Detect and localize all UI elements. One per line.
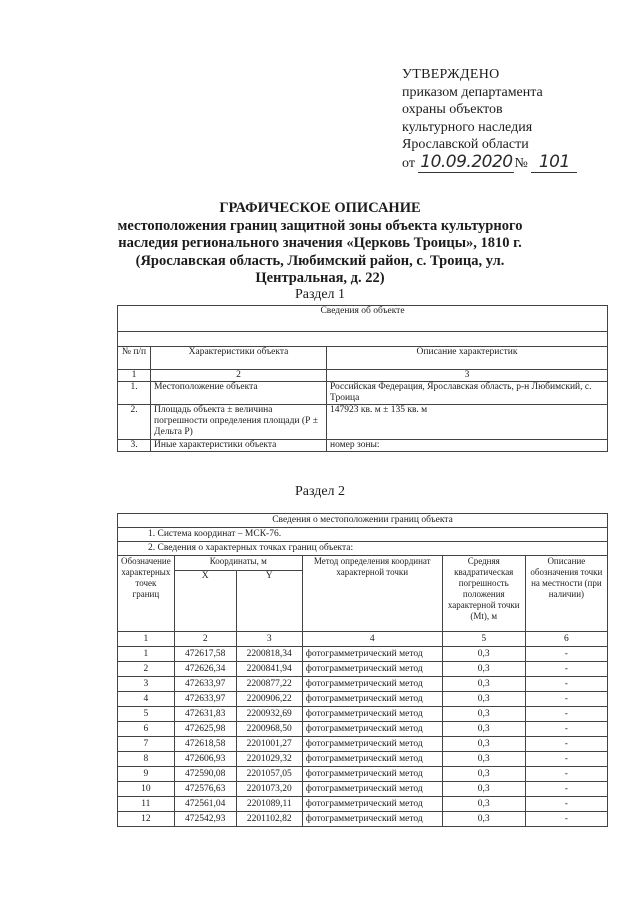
table-title: Сведения об объекте	[118, 306, 608, 332]
table-row: 4 472633,97 2200906,22 фотограмметрический метод 0,3 -	[118, 692, 608, 707]
approval-line: культурного наследия	[402, 119, 533, 135]
index-cell: 1	[118, 632, 175, 647]
approval-date: 10.09.2020	[420, 151, 513, 172]
table-row: 9 472590,08 2201057,05 фотограмметрический метод 0,3 -	[118, 767, 608, 782]
index-cell: 2	[174, 632, 236, 647]
table-row: 6 472625,98 2200968,50 фотограмметрический метод 0,3 -	[118, 722, 608, 737]
table-row: 11 472561,04 2201089,11 фотограмметрический метод 0,3 -	[118, 797, 608, 812]
col-num-header: № п/п	[118, 347, 151, 370]
table-row: 2 472626,34 2200841,94 фотограмметрический метод 0,3 -	[118, 662, 608, 677]
table-row: 2. Площадь объекта ± величина погрешности определения площади (Р ± Дельта Р) 147923 кв. м ± 135 кв. м	[118, 405, 608, 440]
number-sign: №	[514, 155, 528, 171]
table-row: 7 472618,58 2201001,27 фотограмметрический метод 0,3 -	[118, 737, 608, 752]
approval-stamp	[402, 66, 622, 173]
index-cell: 6	[525, 632, 607, 647]
section2-heading: Раздел 2	[294, 484, 346, 499]
description-header: Описание обозначения точки на местности (при наличии)	[525, 556, 607, 632]
index-cell: 1	[118, 370, 151, 382]
index-cell: 4	[302, 632, 442, 647]
table-row: 1 472617,58 2200818,34 фотограмметрический метод 0,3 -	[118, 647, 608, 662]
point-header: Обозначение характерных точек границ	[118, 556, 175, 632]
table-title: Сведения о местоположении границ объекта	[118, 514, 608, 528]
approval-line: Ярославской области	[402, 137, 529, 152]
table-row: 8 472606,93 2201029,32 фотограмметрический метод 0,3 -	[118, 752, 608, 767]
x-header: X	[174, 571, 236, 632]
index-cell: 3	[236, 632, 302, 647]
title-heading: ГРАФИЧЕСКОЕ ОПИСАНИЕ	[219, 200, 421, 216]
coords-header: Координаты, м	[174, 556, 302, 571]
table-row: 1. Местоположение объекта Российская Федерация, Ярославская область, р-н Любимский, с. Троица	[118, 382, 608, 405]
object-info-table	[117, 305, 608, 452]
approval-number: 101	[531, 154, 577, 173]
index-cell: 2	[151, 370, 327, 382]
boundary-points-table	[117, 513, 608, 827]
col-char-header: Характеристики объекта	[151, 347, 327, 370]
y-header: Y	[236, 571, 302, 632]
approval-line: охраны объектов	[402, 102, 503, 117]
table-row: 3. Иные характеристики объекта номер зоны:	[118, 440, 608, 452]
approval-date-line	[402, 151, 622, 173]
document-title	[100, 200, 540, 288]
error-header: Средняя квадратическая погрешность положения характерной точки (Mt), м	[442, 556, 525, 632]
blank-row	[118, 332, 608, 347]
table-row: 10 472576,63 2201073,20 фотограмметрический метод 0,3 -	[118, 782, 608, 797]
approval-line: приказом департамента	[402, 84, 543, 100]
table-row: 3 472633,97 2200877,22 фотограмметрический метод 0,3 -	[118, 677, 608, 692]
title-subject: местоположения границ защитной зоны объекта культурного наследия регионального значения «Церковь Троицы», 1810 г. (Ярославская область, Любимский район, с. Троица, ул. Центральная, д. 22)	[117, 217, 523, 287]
approval-heading: УТВЕРЖДЕНО	[402, 67, 500, 82]
method-header: Метод определения координат характерной точки	[302, 556, 442, 632]
col-desc-header: Описание характеристик	[327, 347, 608, 370]
date-prefix: от	[402, 155, 415, 171]
table-row: 5 472631,83 2200932,69 фотограмметрический метод 0,3 -	[118, 707, 608, 722]
index-cell: 3	[327, 370, 608, 382]
coordinate-system: 1. Система координат – МСК-76.	[118, 528, 608, 542]
section1-heading: Раздел 1	[294, 287, 346, 302]
table-row: 12 472542,93 2201102,82 фотограмметрический метод 0,3 -	[118, 812, 608, 827]
index-cell: 5	[442, 632, 525, 647]
points-caption: 2. Сведения о характерных точках границ объекта:	[118, 542, 608, 556]
